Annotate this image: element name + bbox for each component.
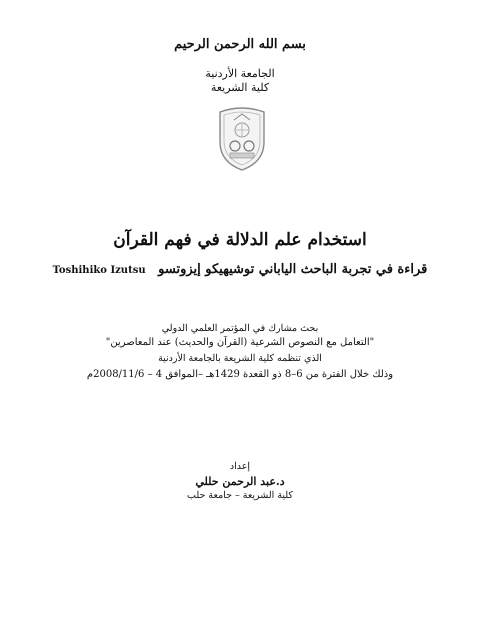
faculty-name: كلية الشريعة bbox=[210, 81, 270, 94]
university-emblem-icon bbox=[216, 106, 268, 172]
basmala: بسم الله الرحمن الرحيم bbox=[174, 37, 306, 52]
conference-name: "التعامل مع النصوص الشرعية (القرآن والحديث) عند المعاصرين" bbox=[105, 337, 375, 348]
subtitle-latin-name: Toshihiko Izutsu bbox=[52, 265, 146, 276]
subtitle bbox=[0, 262, 480, 277]
document-title: استخدام علم الدلالة في فهم القرآن bbox=[113, 230, 367, 250]
organizer-statement: الذي تنظمه كلية الشريعة بالجامعة الأردنية bbox=[158, 353, 322, 364]
subtitle-arabic: قراءة في تجربة الباحث الياباني توشيهيكو إيزوتسو bbox=[158, 262, 428, 277]
author-affiliation: كلية الشريعة – جامعة حلب bbox=[187, 490, 293, 501]
research-statement: بحث مشارك في المؤتمر العلمي الدولي bbox=[161, 323, 319, 334]
author-name: د.عبد الرحمن حللي bbox=[195, 475, 285, 488]
university-name: الجامعة الأردنية bbox=[205, 67, 275, 80]
conference-dates: وذلك خلال الفترة من 6–8 ذو القعدة 1429هـ –الموافق 4 – 2008/11/6م bbox=[86, 369, 394, 380]
prepared-by-label: إعداد bbox=[229, 461, 251, 472]
